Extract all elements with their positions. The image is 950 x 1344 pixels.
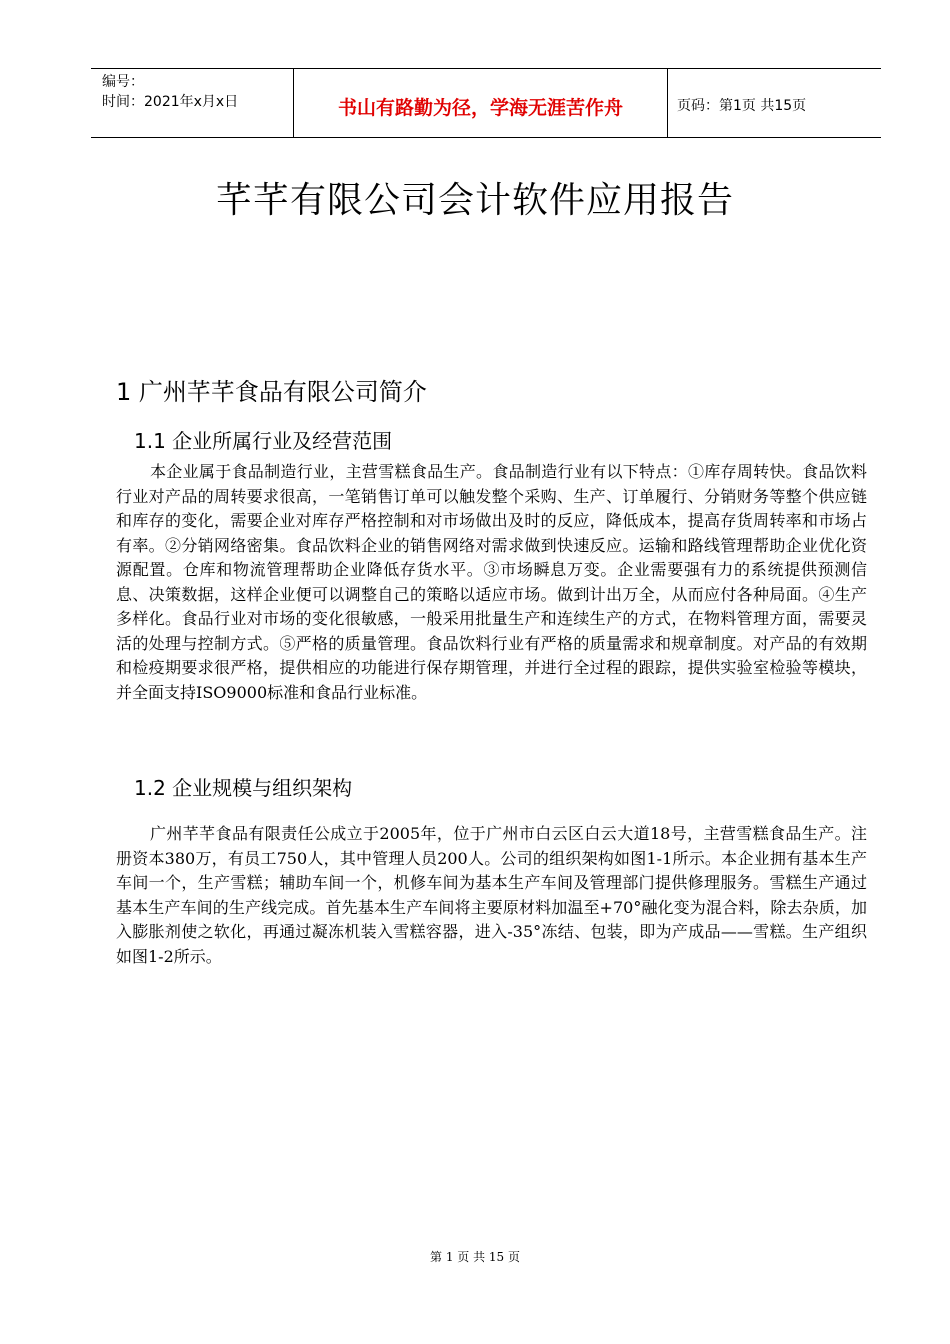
section-1-2-paragraph: 广州芊芊食品有限责任公成立于2005年，位于广州市白云区白云大道18号，主营雪糕食品生产。注册资本380万，有员工750人，其中管理人员200人。公司的组织架构如图1-1所示。本企业拥有基本生产车间一个，生产雪糕；辅助车间一个，机修车间为基本生产车间及管理部门提供修理服务。雪糕生产通过基本生产车间的生产线完成。首先基本生产车间将主要原材料加温至+70°融化变为混合料，除去杂质，加入膨胀剂使之软化，再通过凝冻机装入雪糕容器，进入-35°冻结、包装，即为产成品——雪糕。生产组织如图1-2所示。 (116, 824, 867, 966)
document-title: 芊芊有限公司会计软件应用报告 (215, 180, 734, 221)
header-meta-cell (91, 69, 293, 137)
header-page-info: 页码：第1页 共15页 (677, 98, 807, 114)
section-heading-1-2: 1.2 企业规模与组织架构 (134, 776, 353, 800)
section-1-1-paragraph: 本企业属于食品制造行业，主营雪糕食品生产。食品制造行业有以下特点：①库存周转快。食品饮料行业对产品的周转要求很高，一笔销售订单可以触发整个采购、生产、订单履行、分销财务等整个供应链和库存的变化，需要企业对库存严格控制和对市场做出及时的反应，降低成本，提高存货周转率和市场占有率。②分销网络密集。食品饮料企业的销售网络对需求做到快速反应。运输和路线管理帮助企业优化资源配置。仓库和物流管理帮助企业降低存货水平。③市场瞬息万变。企业需要强有力的系统提供预测信息、决策数据，这样企业便可以调整自己的策略以适应市场。做到计出万全，从而应付各种局面。④生产多样化。食品行业对市场的变化很敏感，一般采用批量生产和连续生产的方式，在物料管理方面，需要灵活的处理与控制方式。⑤严格的质量管理。食品饮料行业有严格的质量需求和规章制度。对产品的有效期和检疫期要求很严格，提供相应的功能进行保存期管理，并进行全过程的跟踪，提供实验室检验等模块，并全面支持ISO9000标准和食品行业标准。 (116, 462, 867, 702)
header-motto-cell (293, 69, 668, 137)
header-page-cell (667, 69, 881, 137)
section-heading-1-1: 1.1 企业所属行业及经营范围 (134, 429, 393, 453)
document-number-label: 编号： (102, 74, 144, 90)
page-header (91, 68, 881, 138)
header-motto: 书山有路勤为径，学海无涯苦作舟 (337, 97, 623, 119)
page-footer: 第 1 页 共 15 页 (430, 1250, 520, 1264)
document-time-label: 时间：2021年x月x日 (102, 94, 239, 110)
section-heading-1: 1 广州芊芊食品有限公司简介 (116, 378, 427, 406)
